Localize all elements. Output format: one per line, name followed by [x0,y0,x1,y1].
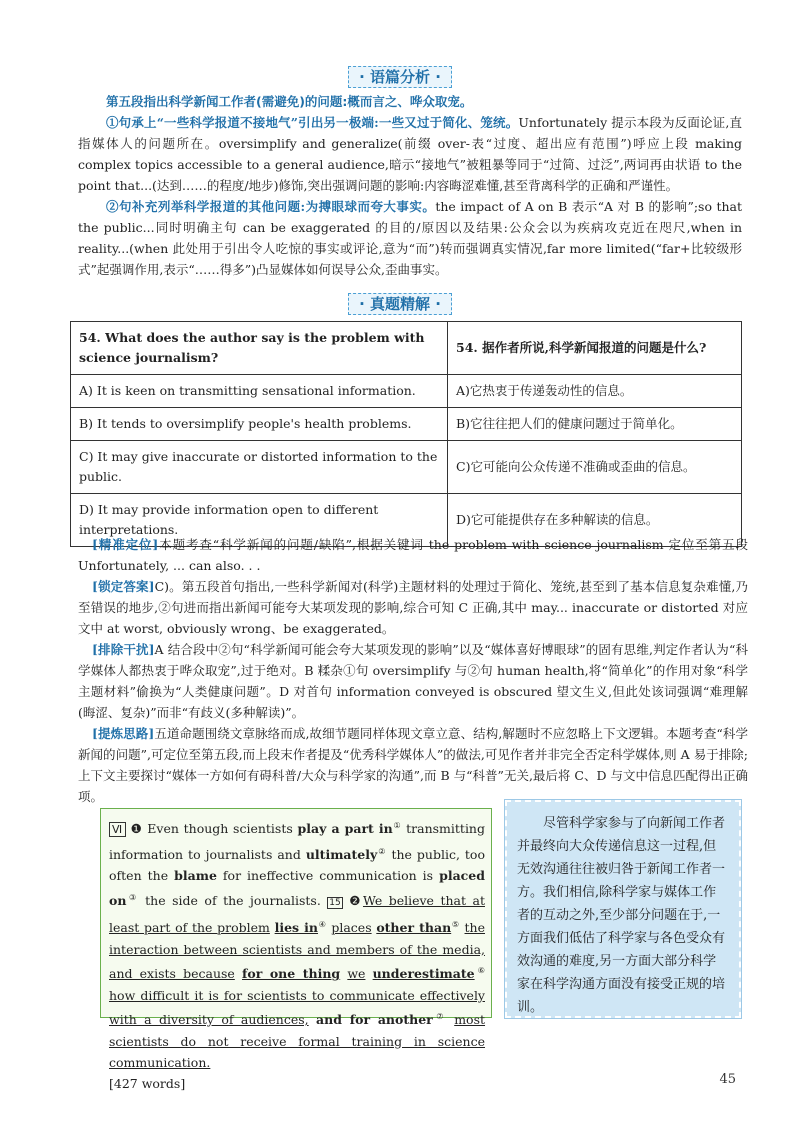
word-count: [427 words] [109,1076,186,1092]
explanation-text [78,534,748,807]
option-row [71,375,742,408]
translation-box [505,800,741,1018]
section-title-analysis: · 语篇分析 · [0,66,800,87]
analysis-point-1-head: ①句承上“一些科学报道不接地气”引出另一极端:一些又过于简化、笼统。 [106,115,519,130]
question-number-badge: 15 [329,897,341,908]
exclude-text: A 结合段中②句“科学新闻可能会夸大某项发现的影响”以及“媒体喜好博眼球”的固有思维,判定作者认为“科学媒体人都热衷于哗众取宠”,过于绝对。B 糅杂①句 oversimplify 与②句 human health,将“简单化”的作用对象“科学主题材料”偷换为“人类健康问题”。D 对首句 information conveyed is obscured 望文生义,但此处该词强调“难理解(晦涩、复杂)”而非“有歧义(多种解读)”。 [78,642,748,720]
exclude-tag: [排除干扰] [92,642,155,657]
passage-text: Ⅵ ❶ Even though scientists play a part in① transmitting information to journalists and ultimately② the public, too often the blame for ineffective communication is placed on③ the side of the journalists. 15 ❷We believe that at least part of the problem lies in④ places other than⑤ the interaction between scientists and members of the media, and exists because for one thing we underestimate⑥ how difficult it is for scientists to communicate effectively with a diversity of audiences, and for another⑦ most scientists do not receive formal training in science communication. [427 words] [109,821,486,1092]
refine-tag: [提炼思路] [92,726,155,741]
option-cn: D)它可能提供存在多种解读的信息。 [448,494,742,547]
option-en: A) It is keen on transmitting sensational information. [71,375,448,408]
refine-text: 五道命题围绕文章脉络而成,故细节题同样体现文章立意、结构,解题时不应忽略上下文逻辑。本题考查“科学新闻的问题”,可定位至第五段,而上段末作者提及“优秀科学媒体人”的做法,可见作者并非完全否定科学媒体,则 A 易于排除;上下文主要探讨“媒体一方如何有碍科普/大众与科学家的沟通”,而 B 与“科普”无关,最后将 C、D 与文中信息匹配得出正确项。 [78,726,748,804]
question-stem-row [71,322,742,375]
analysis-summary: 第五段指出科学新闻工作者(需避免)的问题:概而言之、哗众取宠。 [106,94,473,109]
option-en: D) It may provide information open to different interpretations. [71,494,448,547]
sentence-1-marker: ❶ [130,821,143,837]
locate-tag: [精准定位] [92,537,159,552]
option-cn: A)它热衷于传递轰动性的信息。 [448,375,742,408]
translation-text: 尽管科学家参与了向新闻工作者并最终向大众传递信息这一过程,但无效沟通往往被归咎于新闻工作者一方。我们相信,除科学家与媒体工作者的互动之外,至少部分问题在于,一方面我们低估了科学家与各色受众有效沟通的难度,另一方面大部分科学家在科学沟通方面没有接受正规的培训。 [517,816,726,1015]
option-row [71,441,742,494]
option-en: C) It may give inaccurate or distorted information to the public. [71,441,448,494]
analysis-text [78,91,742,280]
question-stem-en: 54. What does the author say is the problem with science journalism? [71,322,448,375]
analysis-point-2-body: the impact of A on B 表示“A 对 B 的影响”;so that the public...同时明确主句 can be exaggerated 的目的/原因以及结果:公众会以为疾病攻克近在咫尺,when in reality...(when 此处用于引出令人吃惊的事实或评论,意为“而”)转而强调真实情况,far more limited(“far+比较级形式”起强调作用,表示“……得多”)凸显媒体如何误导公众,歪曲事实。 [78,199,742,277]
answer-tag: [锁定答案] [92,579,155,594]
passage-box [100,808,492,1092]
option-en: B) It tends to oversimplify people's health problems. [71,408,448,441]
question-table [70,321,742,547]
option-row [71,408,742,441]
section-title-question: · 真题精解 · [0,293,800,314]
option-cn: B)它往往把人们的健康问题过于简单化。 [448,408,742,441]
locate-text: 本题考查“科学新闻的问题/缺陷”,根据关键词 the problem with science journalism 定位至第五段 Unfortunately, ... can also. . . [78,537,748,573]
analysis-point-1-body: Unfortunately 提示本段为反面论证,直指媒体人的问题所在。oversimplify and generalize(前缀 over-表“过度、超出应有范围”)呼应上段 making complex topics accessible to a general audience,暗示“接地气”被粗暴等同于“过简、过泛”,两词再由状语 to the point that...(达到……的程度/地步)修饰,突出强调问题的影响:内容晦涩难懂,甚至背离科学的正确和严谨性。 [78,115,742,193]
answer-text: C)。第五段首句指出,一些科学新闻对(科学)主题材料的处理过于简化、笼统,甚至到了基本信息复杂难懂,乃至错误的地步,②句进而指出新闻可能夸大某项发现的影响,综合可知 C 正确,其中 may... inaccurate or distorted 对应文中 at worst, obviously wrong、be exaggerated。 [78,579,748,636]
question-stem-cn: 54. 据作者所说,科学新闻报道的问题是什么? [448,322,742,375]
sentence-2-marker: ❷ [349,892,363,908]
analysis-point-2-head: ②句补充列举科学报道的其他问题:为搏眼球而夸大事实。 [106,199,436,214]
page-number: 45 [719,1072,736,1087]
option-cn: C)它可能向公众传递不准确或歪曲的信息。 [448,441,742,494]
paragraph-number: Ⅵ [109,822,126,837]
